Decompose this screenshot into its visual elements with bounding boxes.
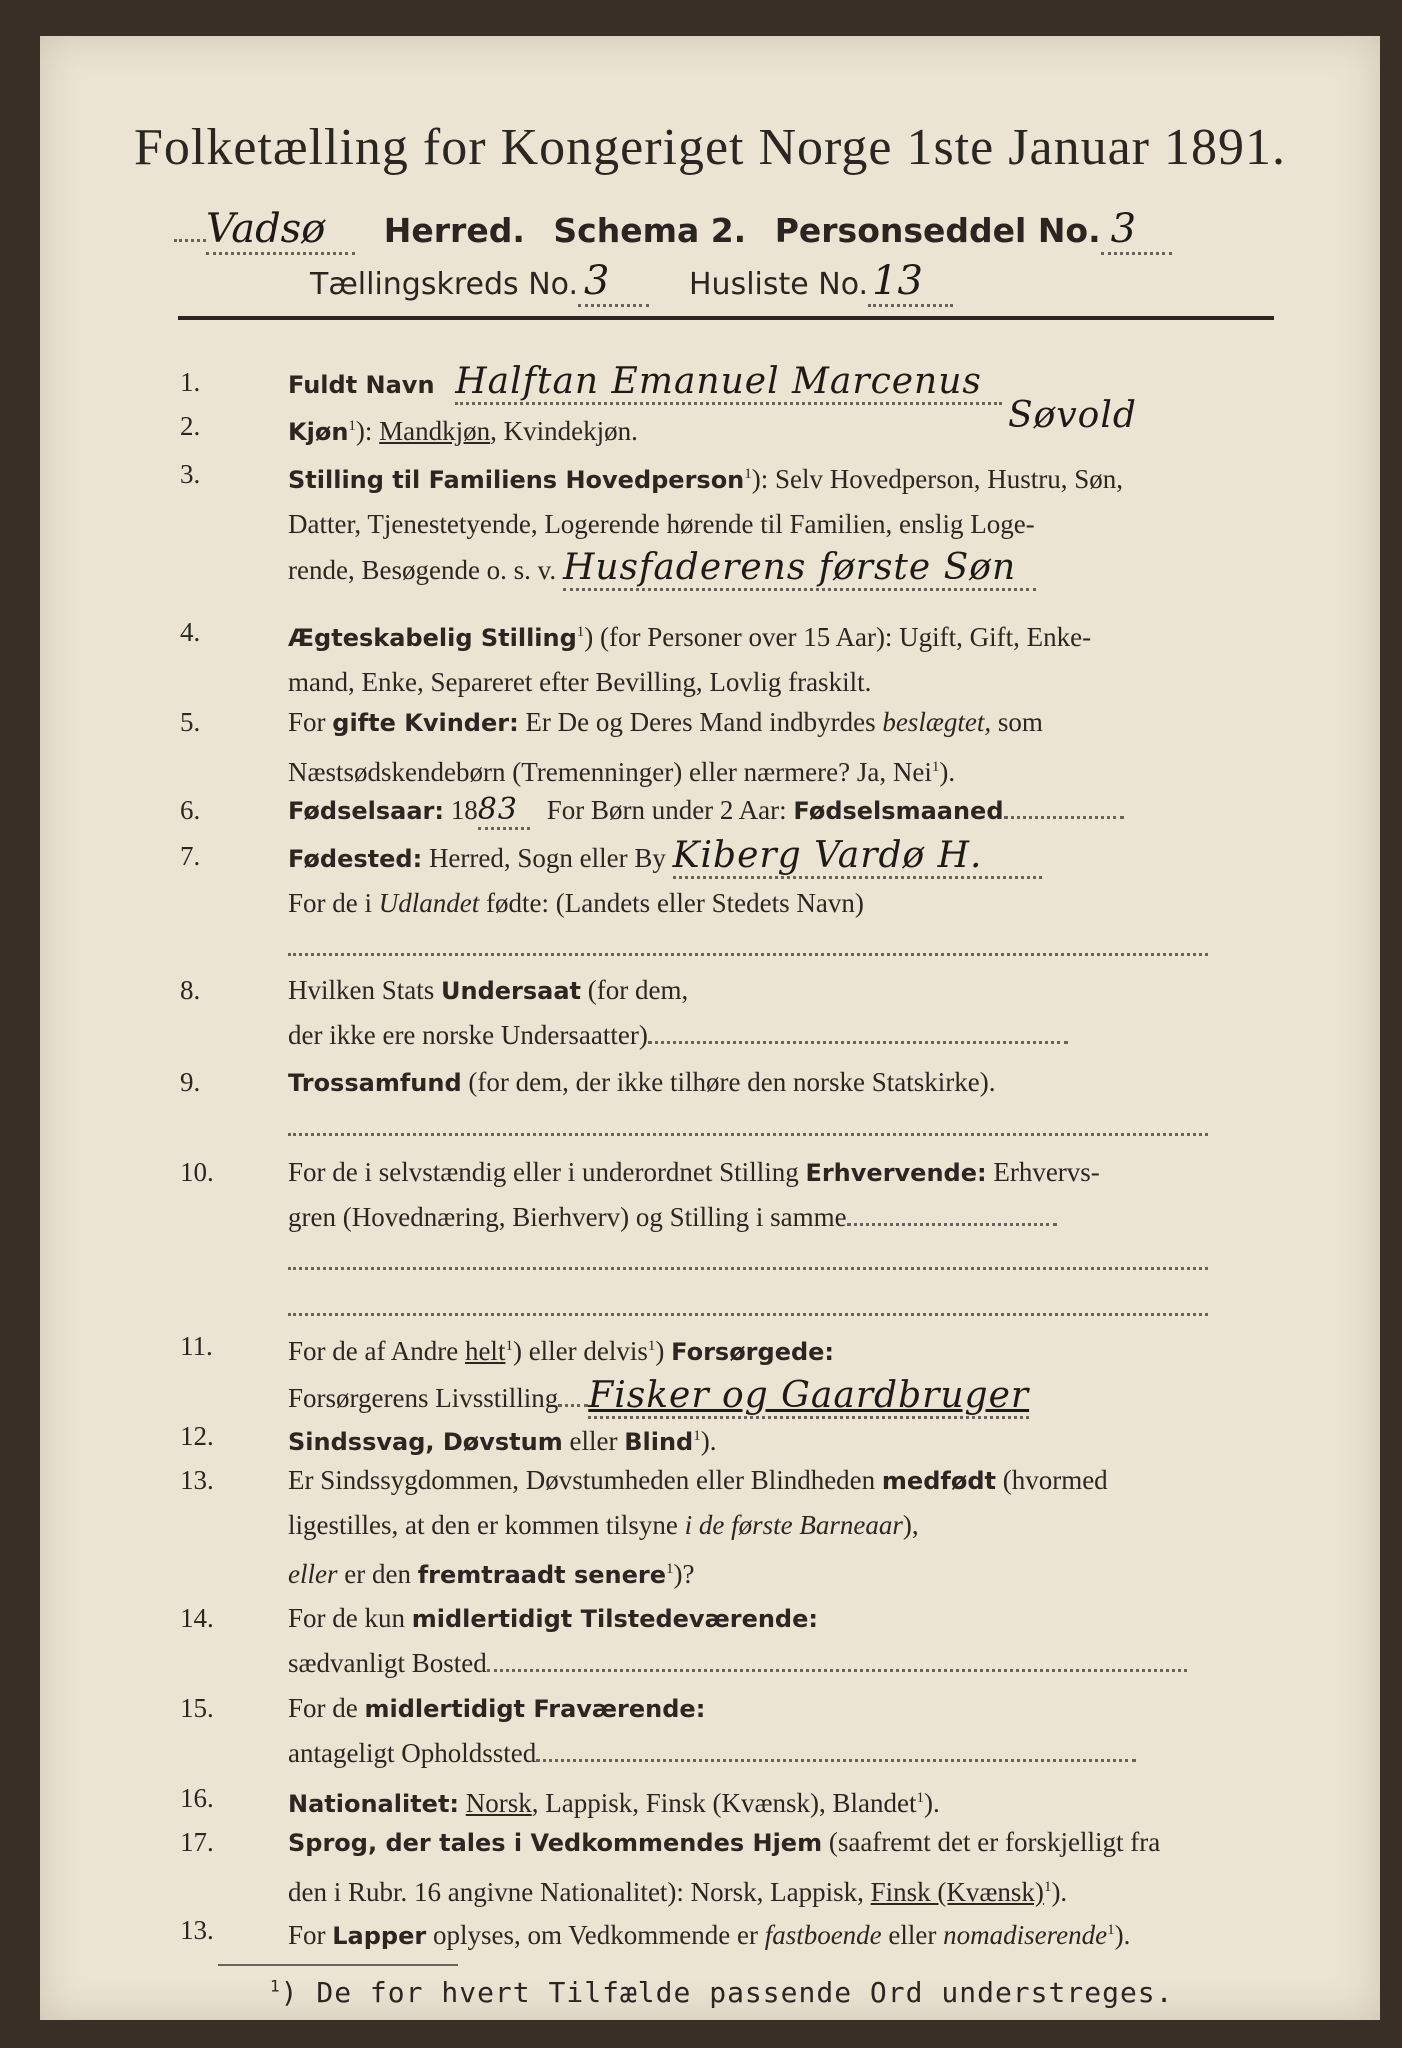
nationality-selected: Norsk bbox=[465, 1788, 532, 1818]
item-number: 11. bbox=[180, 1331, 213, 1361]
item-number: 17. bbox=[180, 1827, 214, 1857]
item-text: For bbox=[288, 1920, 333, 1950]
item-label: Undersaat bbox=[441, 977, 582, 1005]
item-text: er den bbox=[337, 1559, 418, 1589]
item-number: 7. bbox=[180, 841, 201, 871]
item-text: ) (for Personer over 15 Aar): Ugift, Gift, Enke- bbox=[584, 622, 1092, 652]
item-text: ) eller delvis bbox=[512, 1336, 648, 1366]
item-text: (hvormed bbox=[995, 1465, 1108, 1495]
taellingskreds-line bbox=[310, 258, 953, 304]
item-text: ): Selv Hovedperson, Hustru, Søn, bbox=[751, 464, 1124, 494]
personseddel-label: Personseddel No. bbox=[774, 211, 1101, 250]
item-text: antageligt Opholdssted bbox=[288, 1738, 537, 1768]
item-text: Hvilken Stats bbox=[288, 975, 441, 1005]
item-text: Er Sindssygdommen, Døvstumheden eller Blindheden bbox=[288, 1465, 882, 1495]
colon: ): bbox=[355, 416, 380, 446]
item-text: gren (Hovednæring, Bierhverv) og Stilling i samme bbox=[288, 1202, 847, 1232]
item-label: Lapper bbox=[332, 1922, 427, 1950]
item-text: nomadiserende bbox=[943, 1920, 1108, 1950]
item-text: For de i selvstændig eller i underordnet Stilling bbox=[288, 1157, 806, 1187]
item-text: sædvanligt Bosted bbox=[288, 1648, 487, 1678]
birth-year-value: 83 bbox=[478, 792, 530, 830]
item-text: fødte: (Landets eller Stedets Navn) bbox=[479, 888, 864, 918]
item-text: (for dem, der ikke tilhøre den norske Statskirke). bbox=[461, 1067, 996, 1097]
item-label: gifte Kvinder: bbox=[332, 709, 519, 737]
footnote-rule bbox=[218, 1964, 458, 1966]
answer-line bbox=[288, 953, 1208, 956]
item-text: For de af Andre bbox=[288, 1336, 465, 1366]
language-selected: Finsk (Kvænsk) bbox=[870, 1877, 1044, 1907]
item-number: 16. bbox=[180, 1783, 214, 1813]
item-label: Nationalitet: bbox=[288, 1790, 460, 1818]
personseddel-value: 3 bbox=[1101, 206, 1172, 255]
item-text: (for dem, bbox=[581, 975, 689, 1005]
answer-line bbox=[288, 1133, 1208, 1136]
footnote-mark: 1 bbox=[693, 1428, 701, 1444]
item-text: ). bbox=[939, 757, 956, 787]
item-text-underlined: helt bbox=[464, 1336, 506, 1366]
item-text: den i Rubr. 16 angivne Nationalitet): Norsk, Lappisk, bbox=[288, 1877, 871, 1907]
footnote-mark: 1 bbox=[348, 418, 356, 434]
item-text: ligestilles, at den er kommen tilsyne bbox=[288, 1510, 685, 1540]
item-number: 6. bbox=[180, 795, 201, 825]
census-form-sheet bbox=[40, 36, 1380, 2020]
form-title: Folketælling for Kongeriget Norge 1ste Januar 1891. bbox=[134, 119, 1286, 176]
item-text: Næstsødskendebørn (Tremenninger) eller nærmere? Ja, Nei bbox=[288, 757, 932, 787]
item-number: 5. bbox=[180, 707, 201, 737]
item-number: 15. bbox=[180, 1693, 214, 1723]
item-label: Sindssvag, Døvstum bbox=[288, 1428, 563, 1456]
item-label: Forsørgede: bbox=[671, 1338, 835, 1366]
item-text: For de kun bbox=[288, 1603, 412, 1633]
sex-selected: Mandkjøn bbox=[379, 416, 491, 446]
herred-value: Vadsø bbox=[206, 206, 355, 255]
item-text: Erhvervs- bbox=[986, 1157, 1100, 1187]
footnote-text: ) De for hvert Tilfælde passende Ord understreges. bbox=[280, 1976, 1174, 2009]
item-number: 3. bbox=[180, 459, 201, 489]
item-text: i de første Barneaar bbox=[684, 1510, 903, 1540]
item-text: Herred, Sogn eller By bbox=[422, 843, 666, 873]
item-label: Ægteskabelig Stilling bbox=[288, 624, 577, 652]
item-label: Fødselsmaaned bbox=[793, 797, 1004, 825]
item-text: ). bbox=[700, 1426, 717, 1456]
item-number: 2. bbox=[180, 411, 201, 441]
footnote-mark: 1 bbox=[505, 1338, 513, 1354]
item-text: ). bbox=[924, 1788, 940, 1818]
item-text: )? bbox=[673, 1559, 695, 1589]
footnote bbox=[270, 1976, 1174, 2009]
item-text: ). bbox=[1114, 1920, 1131, 1950]
item-label: Erhvervende: bbox=[805, 1159, 987, 1187]
item-text: For Børn under 2 Aar: bbox=[546, 795, 794, 825]
item-label: fremtraadt senere bbox=[417, 1561, 667, 1589]
item-text: ) bbox=[655, 1336, 672, 1366]
answer-line bbox=[288, 1313, 1208, 1316]
item-number: 1. bbox=[180, 367, 201, 397]
item-label: Stilling til Familiens Hovedperson bbox=[288, 466, 745, 494]
item-text: eller bbox=[562, 1426, 625, 1456]
full-name-value: Halftan Emanuel Marcenus bbox=[455, 361, 1002, 405]
item-text: fastboende bbox=[764, 1920, 882, 1950]
item-text: ), bbox=[902, 1510, 919, 1540]
birthplace-value: Kiberg Vardø H. bbox=[673, 835, 1043, 879]
item-text: eller bbox=[288, 1559, 338, 1589]
item-text: Udlandet bbox=[378, 888, 480, 918]
item-text: Er De og Deres Mand indbyrdes bbox=[518, 707, 883, 737]
family-position-value: Husfaderens første Søn bbox=[563, 547, 1036, 591]
item-label: Kjøn bbox=[288, 418, 349, 446]
item-text: oplyses, om Vedkommende er bbox=[426, 1920, 765, 1950]
item-number: 8. bbox=[180, 975, 201, 1005]
item-number: 12. bbox=[180, 1421, 214, 1451]
herred-label: Herred. bbox=[383, 211, 525, 250]
item-text: For bbox=[288, 707, 333, 737]
herred-line bbox=[174, 206, 1172, 252]
item-text: mand, Enke, Separeret efter Bevilling, Lovlig fraskilt. bbox=[288, 667, 872, 697]
item-text: Datter, Tjenestetyende, Logerende hørende til Familien, enslig Loge- bbox=[288, 509, 1035, 539]
footnote-mark: 1 bbox=[1107, 1922, 1115, 1938]
item-text: Forsørgerens Livsstilling bbox=[288, 1383, 559, 1413]
item-text: (saafremt det er forskjelligt fra bbox=[822, 1827, 1161, 1857]
item-text: som bbox=[991, 707, 1043, 737]
item-number: 13. bbox=[180, 1915, 214, 1945]
taellingskreds-value: 3 bbox=[578, 258, 649, 307]
item-number: 14. bbox=[180, 1603, 214, 1633]
footnote-mark: 1 bbox=[916, 1790, 925, 1806]
item-text: For de i bbox=[288, 888, 379, 918]
footnote-mark: 1 bbox=[270, 1976, 281, 1996]
item-number: 10. bbox=[180, 1157, 214, 1187]
item-text: ). bbox=[1051, 1877, 1068, 1907]
surname-value: Søvold bbox=[1008, 395, 1137, 436]
item-label: Trossamfund bbox=[288, 1069, 462, 1097]
item-text: , Lappisk, Finsk (Kvænsk), Blandet bbox=[531, 1788, 917, 1818]
item-label: medfødt bbox=[881, 1467, 996, 1495]
item-number: 4. bbox=[180, 617, 201, 647]
footnote-mark: 1 bbox=[931, 759, 940, 775]
footnote-mark: 1 bbox=[744, 466, 752, 482]
item-text: der ikke ere norske Undersaatter) bbox=[288, 1020, 648, 1050]
provider-occupation-value: Fisker og Gaardbruger bbox=[588, 1375, 1029, 1419]
husliste-label: Husliste No. bbox=[689, 267, 869, 302]
item-label: Fuldt Navn bbox=[288, 371, 435, 399]
sex-options: , Kvindekjøn. bbox=[490, 416, 638, 446]
header-rule bbox=[178, 316, 1274, 320]
item-label: Blind bbox=[624, 1428, 694, 1456]
item-text: rende, Besøgende o. s. v. bbox=[288, 555, 557, 585]
item-label: Fødselsaar: bbox=[288, 797, 444, 825]
item-number: 13. bbox=[180, 1465, 214, 1495]
item-label: Fødested: bbox=[288, 845, 423, 873]
birth-year-prefix: 18 bbox=[444, 795, 478, 825]
footnote-mark: 1 bbox=[576, 624, 585, 640]
footnote-mark: 1 bbox=[647, 1338, 656, 1354]
taellingskreds-label: Tællingskreds No. bbox=[310, 267, 578, 302]
husliste-value: 13 bbox=[868, 258, 953, 307]
item-label: Sprog, der tales i Vedkommendes Hjem bbox=[288, 1829, 823, 1857]
item-label: midlertidigt Tilstedeværende: bbox=[411, 1605, 818, 1633]
schema-label: Schema 2. bbox=[553, 211, 747, 250]
item-text: eller bbox=[881, 1920, 944, 1950]
footnote-mark: 1 bbox=[666, 1561, 674, 1577]
item-text: beslægtet, bbox=[882, 707, 992, 737]
footnote-mark: 1 bbox=[1043, 1879, 1052, 1895]
item-text: For de bbox=[288, 1693, 365, 1723]
item-label: midlertidigt Fraværende: bbox=[364, 1695, 706, 1723]
answer-line bbox=[288, 1267, 1208, 1270]
item-number: 9. bbox=[180, 1067, 201, 1097]
